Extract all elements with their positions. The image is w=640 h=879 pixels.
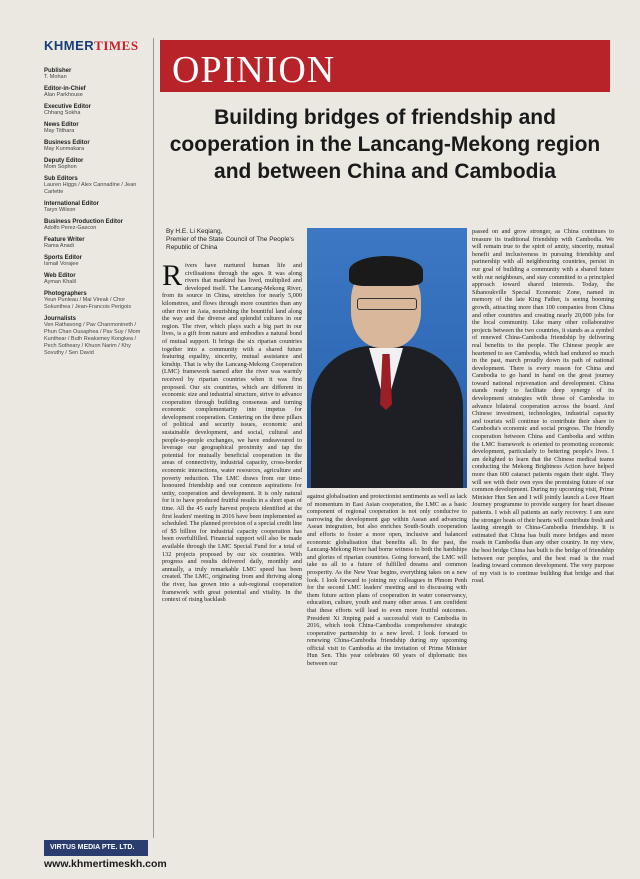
section-title: OPINION [172, 49, 336, 91]
article-column-4: passed on and grow stronger, as China continues to treasure its traditional friendship with Cambodia. We will remain true to the spirit of amity, sincerity, mutual benefit and inclusiveness in pursuing friendship and partnership with all neighbouring countries, persist in our goal of building a community with a shared future with our neighbours, and stay committed to a principled approach toward shared interests. Today, the Sihanoukville Special Economic Zone, named in memory of the late King Father, is seeing booming growth, attracting more than 100 companies from China and other countries and creating nearly 20,000 jobs for the local community. Like many other collaborative projects between the two countries, it stands as a symbol of renewed China-Cambodia friendship by delivering real benefits to the people. The Chinese people are heartened to see Cambodia, which had endured so much in the past, march proudly down its path of national development. There is every reason for China and Cambodia to go hand in hand on the great journey toward national rejuvenation and development. China stands ready to facilitate deep synergy of its development strategies with those of Cambodia to advance bilateral cooperation across the board. And Chinese investment, technologies, industrial capacity and tourists will continue to contribute their share to Cambodia's economic and social progress. The friendly cooperation between China and Cambodia and within the LMC framework is oriented to promoting economic development, particularly to bettering people's lives. I am delighted to learn that the Chinese medical teams conducting the Mekong Brightness Action have helped more than 600 cataract patients regain their sight. They will see with their own eyes the promising future of our common development. During my upcoming visit, Prime Minister Hun Sen and I will jointly launch a Love Heart Journey programme to provide surgery for heart disease patients. I wish all patients an early recovery. I am sure the stronger beats of their hearts will contribute fresh and lasting strength to China-Cambodia friendship. It is estimated that China has built more bridges and more roads in Cambodia than any other country. In my view, the best bridge China has built is the bridge of friendship between our peoples, and the best road is the road leading toward common development. The very purpose of my visit is to continue building that bridge and that road. [472, 228, 614, 585]
journalists-list: Ven Rathavong / Pav Chanmonineth / Phun Chan Ousaphea / Pav Suy / Mom Kunthear / Buth Reaksmey Kongkea / Pech Sotheary / Khuon Narim / Khy Sovuthy / Sen David [44, 322, 141, 356]
author-portrait [307, 228, 467, 488]
photographers-label: Photographers [44, 291, 87, 297]
staff-entry: Deputy Editor Mom Sophon [44, 158, 84, 170]
website-url[interactable]: www.khmertimeskh.com [44, 858, 167, 870]
article-headline: Building bridges of friendship and cooperation in the Lancang-Mekong region and between China and Cambodia [169, 106, 601, 183]
article-column-2: against globalisation and protectionist sentiments as well as lack of momentum in East Asian cooperation, the LMC as a basic component of regional cooperation is not only conducive to narrowing the development gap within Asean and advancing Asean integration, but also enriches South-South cooperation and efforts to foster a more open, inclusive and balanced economic globalisation that benefits all. In the past, the Lancang-Mekong River had borne witness to both the hardships and glories of riparian countries. Going forward, the LMC will take us all to a future of fulfilled dreams and common prosperity. As the New Year begins, everything takes on a new look. I look forward to joining my colleagues in Phnom Penh for the second LMC leaders' meeting and to discussing with them future action plans of cooperation in water conservancy, education, culture, youth and many other areas. I am confident that these efforts will lead to even more fruitful outcomes. President Xi Jinping paid a successful visit to Cambodia in 2016, which took China-Cambodia comprehensive strategic cooperative partnership to a new level. I look forward to renewing China-Cambodia friendship during my upcoming official visit to Cambodia at the invitation of Prime Minister Hun Sen. This year celebrates 60 years of diplomatic ties between our [307, 493, 467, 668]
staff-entry: Executive Editor Chhang Sokha [44, 104, 92, 116]
article-byline [166, 228, 296, 252]
staff-entry: Sub Editors Lauren Higgs / Alex Cannadine / Jean Carlette [44, 176, 137, 195]
staff-entry: Business Production Editor Adolfo Perez-Gascon [44, 219, 124, 231]
staff-list [44, 68, 148, 357]
journalists-label: Journalists [44, 316, 77, 322]
photographers-list: Yeun Punleau / Mai Vireak / Chor Sokunthea / Jean-Francois Perigois [44, 297, 132, 310]
staff-entry: International Editor Taryn Wilson [44, 201, 100, 213]
publisher-name: VIRTUS MEDIA PTE. LTD. [50, 844, 135, 851]
staff-entry: Business Editor May Kunmakara [44, 140, 90, 152]
staff-entry: News Editor May Titthara [44, 122, 79, 134]
staff-entry: Publisher T. Mohan [44, 68, 72, 80]
staff-entry: Sports Editor Ismail Vorajee [44, 255, 83, 267]
byline-author: By H.E. Li Keqiang, [166, 228, 223, 235]
article-column-1: Rivers have nurtured human life and civilisations through the ages. It was along rivers that mankind has lived, multiplied and developed itself. The Lancang-Mekong River, from its source in China, stretches for nearly 5,000 kilometres, and flows through more countries than any other river in Asia, nourishing the bountiful land along the way and the diverse and splendid cultures in our region. The river, which plays such a big part in our lives, is a gift from nature and embodies a natural bond of mutual support. It brings the six riparian countries together into a community with a shared future featuring equality, sincerity, mutual assistance and kinship. That is why the Lancang-Mekong Cooperation (LMC) framework named after the river was warmly received by riparian countries when it was first proposed. Our six countries, which are different in economic size and industrial structure, strive to advance cooperation through building consensus and turning economic complementarity into impetus for development cooperation. Centering on the three pillars of political and security issues, economic and sustainable development, and social, cultural and people-to-people exchanges, we have endeavoured to leverage our geographical proximity and tap the potential for mutually beneficial cooperation in the areas of connectivity, industrial capacity, cross-border economic interactions, water resources, agriculture and poverty reduction. The LMC draws from our time-honoured friendship and our common aspirations for unity, cooperation and development. It is only natural for it to have produced fruitful results in a short span of time. All the 45 early harvest projects identified at the first leaders' meeting in 2016 have been implemented as scheduled. The planned provision of a special credit line of $5 billion for industrial capacity cooperation has been overfulfilled. Financial support will also be made available through the LMC Special Fund for a total of 132 projects proposed by our six countries. With progress and results delivered daily, monthly and annually, a truly remarkable LMC speed has been created. The LMC, originating from and thriving along the river, has grown into a sub-regional cooperation framework with great potential and vitality. In the context of rising backlash [162, 262, 302, 604]
masthead-column [44, 38, 148, 838]
staff-entry: Feature Writer Rama Anadi [44, 237, 85, 249]
publisher-bar [44, 840, 148, 856]
column-divider [153, 38, 154, 838]
section-banner [160, 40, 610, 92]
byline-title: Premier of the State Council of The People's Republic of China [166, 236, 294, 251]
staff-entry: Editor-in-Chief Alan Parkhouse [44, 86, 86, 98]
khmer-times-logo: KHMERTIMES [44, 38, 139, 53]
drop-cap: R [162, 262, 183, 292]
staff-entry: Web Editor Ayman Khalil [44, 273, 76, 285]
